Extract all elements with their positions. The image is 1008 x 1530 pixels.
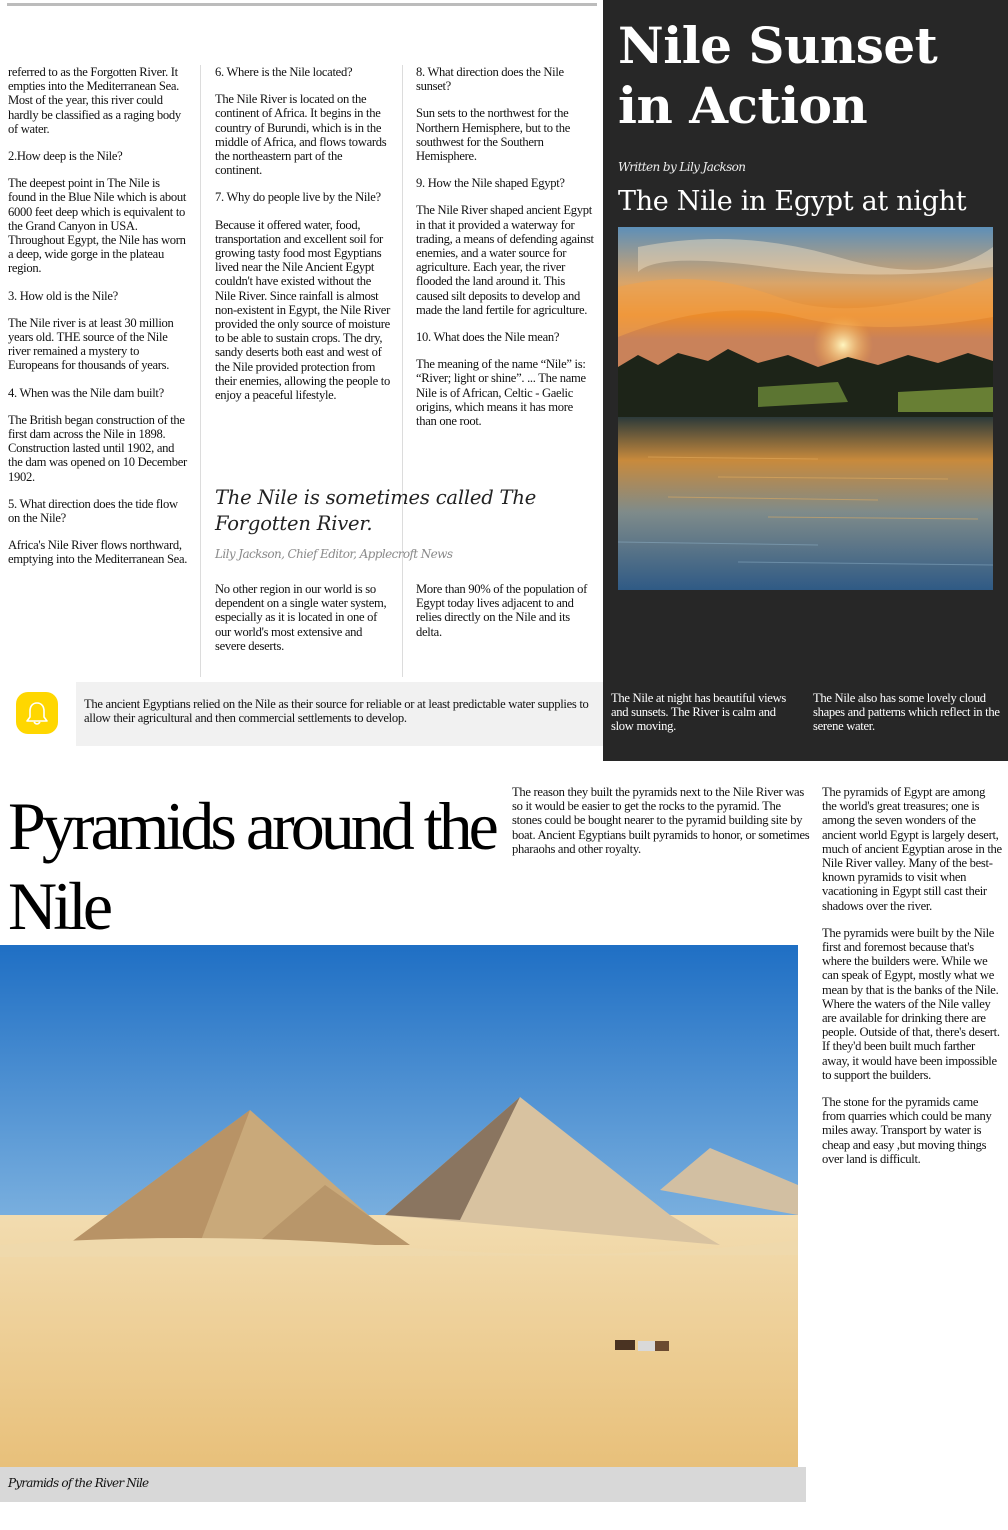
pyramids-image	[0, 945, 798, 1467]
paragraph: The Nile river is at least 30 million years old. THE source of the Nile river remained a mystery to Europeans for thousands of years.	[8, 315, 174, 373]
question-heading: 5. What direction does the tide flow on the Nile?	[8, 496, 178, 526]
article-column-2	[215, 65, 390, 415]
article-column-3	[416, 65, 594, 441]
paragraph: The Nile River is located on the continent of Africa. It begins in the country of Burundi, which is in the middle of Africa, and flows towards the northeastern part of the continent.	[215, 92, 387, 178]
pyramids-intro: The reason they built the pyramids next to the Nile River was so it would be easier to get the rocks to the pyramid. The stones could be bought nearer to the pyramid building site by boat. Ancient Egyptians built pyramids to honor, or sometimes pharaohs and other royalty.	[512, 785, 810, 856]
panel-text-right: The Nile also has some lovely cloud shapes and patterns which reflect in the serene water.	[813, 691, 1000, 734]
pull-quote: The Nile is sometimes called The Forgotten River.	[215, 486, 537, 535]
horse-riders	[615, 1340, 669, 1351]
callout-badge	[16, 692, 58, 734]
image-caption: Pyramids of the River Nile	[8, 1476, 149, 1490]
paragraph: The pyramids were built by the Nile first and foremost because that's where the builders were. While we can speak of Egypt, mostly what we mean by that is the banks of the Nile. Where the waters of the Nile valley are available for drinking there are people. Outside of that, there's desert. If they'd been built much farther away, it would have been impossible to support the builders.	[822, 925, 1000, 1082]
question-heading: 3. How old is the Nile?	[8, 288, 118, 303]
paragraph: Because it offered water, food, transportation and excellent soil for growing tasty food most Egyptians lived near the Nile Ancient Egypt couldn't have existed without the Nile River. Since rainfall is almost non-existent in Egypt, the Nile River provided the only source of moisture to be able to sustain crops. The dry, sandy deserts both east and west of the Nile provided protection from their enemies, allowing the people to enjoy a peaceful lifestyle.	[215, 217, 390, 403]
bell-icon	[16, 692, 58, 734]
question-heading: 10. What does the Nile mean?	[416, 330, 560, 345]
article-column-1	[8, 65, 188, 580]
pyramids-right-column	[822, 785, 1002, 1179]
question-heading: 6. Where is the Nile located?	[215, 65, 353, 79]
paragraph: The Nile River shaped ancient Egypt in that it provided a waterway for trading, a means of defending against enemies, and a water source for agriculture. Each year, the river flooded the land around it. This caused silt deposits to develop and made the land fertile for agriculture.	[416, 203, 594, 317]
paragraph: The British began construction of the first dam across the Nile in 1898. Construction lasted until 1902, and the dam was opened on 10 December 1902.	[8, 412, 187, 484]
question-heading: 2.How deep is the Nile?	[8, 149, 123, 164]
paragraph: The deepest point in The Nile is found in the Blue Nile which is about 6000 feet deep which is equivalent to the Grand Canyon in USA. Throughout Egypt, the Nile has worn a deep, wide gorge in the plateau region.	[8, 176, 187, 276]
panel-text-left: The Nile at night has beautiful views and sunsets. The River is calm and slow moving.	[611, 691, 786, 734]
question-heading: 8. What direction does the Nile sunset?	[416, 65, 564, 94]
pull-quote-attribution: Lily Jackson, Chief Editor, Applecroft News	[215, 547, 453, 561]
pyramids-title: Pyramids around the Nile	[8, 788, 495, 944]
paragraph: Sun sets to the northwest for the Northern Hemisphere, but to the southwest for the Southern Hemisphere.	[416, 106, 571, 164]
top-rule	[7, 3, 597, 6]
question-heading: 9. How the Nile shaped Egypt?	[416, 176, 565, 191]
callout-text: The ancient Egyptians relied on the Nile as their source for reliable or at least predictable water supplies to allow their agricultural and then commercial settlements to develop.	[84, 697, 589, 726]
panel-byline: Written by Lily Jackson	[618, 160, 746, 174]
paragraph: The meaning of the name “Nile” is: “River; light or shine”. ... The name Nile is of African, Celtic - Gaelic origins, which means it has more than one root.	[416, 357, 586, 429]
column-divider	[200, 65, 201, 677]
paragraph: referred to as the Forgotten River. It empties into the Mediterranean Sea. Most of the year, this river could hardly be classified as a raging body of water.	[8, 65, 181, 136]
paragraph: The stone for the pyramids came from quarries which could be many miles away. Transport by water is cheap and easy ,but moving things over land is difficult.	[822, 1095, 992, 1166]
paragraph: The pyramids of Egypt are among the world's great treasures; one is among the seven wonders of the ancient world Egypt is largely desert, much of ancient Egyptian arose in the Nile River valley. Many of the best-known pyramids to visit when vacationing in Egypt still cast their shadows over the river.	[822, 785, 1002, 913]
column-divider	[402, 65, 403, 677]
question-heading: 4. When was the Nile dam built?	[8, 385, 164, 400]
sunset-image	[618, 227, 993, 590]
panel-title: Nile Sunset in Action	[618, 16, 938, 135]
panel-subtitle: The Nile in Egypt at night	[618, 186, 967, 217]
paragraph: Africa's Nile River flows northward, emptying into the Mediterranean Sea.	[8, 538, 188, 567]
lower-paragraph-right: More than 90% of the population of Egypt today lives adjacent to and relies directly on the Nile and its delta.	[416, 582, 587, 639]
question-heading: 7. Why do people live by the Nile?	[215, 190, 381, 205]
lower-paragraph-left: No other region in our world is so dependent on a single water system, especially as it is located in one of our world's most extensive and severe deserts.	[215, 582, 387, 653]
